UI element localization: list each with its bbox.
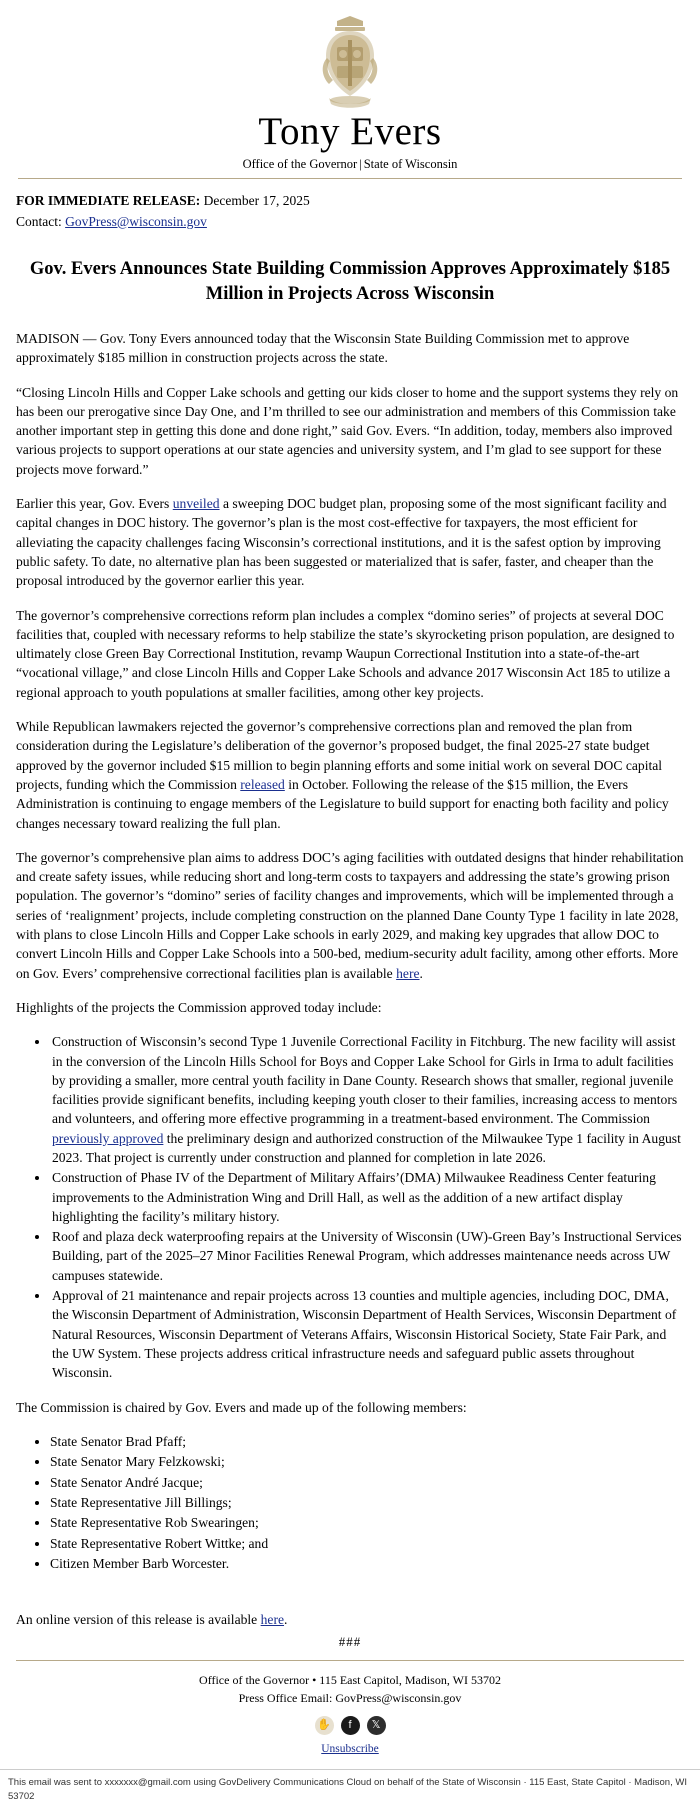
paragraph-quote: “Closing Lincoln Hills and Copper Lake schools and getting our kids closer to home and the support systems they rely on has been our prerogative since Day One, and I’m thrilled to see our administration and members of this Commission take another important step in getting this done and done right,” said Gov. Evers. “In addition, today, members also improved various projects to support operations at our state agencies and university system, and I’m glad to see support for these projects move forward.” (16, 384, 679, 477)
paragraph-legislature-b: in October. Following the release of the $15 million, the Evers Administration is continuing to engage members of the Legislature to build support for enacting both facility and policy changes necessary toward realizing the full plan. (16, 776, 669, 831)
highlights-list (16, 1032, 684, 1382)
release-meta (16, 191, 684, 231)
highlight-3-a: Approval of 21 maintenance and repair projects across 13 counties and multiple agencies, including DOC, DMA, the Wisconsin Department of Administration, Wisconsin Department of Health Services, Wisconsin Department of Natural Resources, Wisconsin Department of Veterans Affairs, Wisconsin Historical Society, State Fair Park, and the UW System. These projects address critical infrastructure needs and safeguard public assets throughout Wisconsin. (52, 1288, 677, 1381)
online-version-line (16, 1612, 684, 1628)
footer (16, 1661, 684, 1759)
release-date-line (16, 191, 684, 211)
masthead (0, 0, 700, 179)
list-item: • State Senator Mary Felzkowski; (50, 1452, 684, 1472)
paragraph-lead-text: Gov. Tony Evers announced today that the Wisconsin State Building Commission met to approve approximately $185 million in construction projects across the state. (16, 331, 630, 366)
list-item (50, 1227, 684, 1285)
highlight-2-a: Roof and plaza deck waterproofing repairs at the University of Wisconsin (UW)-Green Bay’s Instructional Services Building, part of the 2025–27 Minor Facilities Renewal Program, which addresses maintenance needs across UW campuses statewide. (52, 1229, 682, 1283)
online-version-a: An online version of this release is available (16, 1611, 261, 1627)
spacer (16, 1590, 684, 1612)
paragraph-comprehensive-plan-a: The governor’s comprehensive plan aims to address DOC’s aging facilities with outdated designs that hinder rehabilitation and create safety issues, while reducing short and long-term costs to taxpayers and addressing the state’s growing prison population. The governor’s “domino” series of facility changes and improvements, which will be implemented through a series of ‘realignment’ projects, include completing construction on the planned Dane County Type 1 facility in late 2028, with plans to close Lincoln Hills and Copper Lake schools in early 2029, and making key upgrades that allow DOC to convert Lincoln Hills and Copper Lake Schools into a 500-bed, medium-security adult facility, among other efforts. More on Gov. Evers’ comprehensive correctional facilities plan is available (16, 849, 684, 981)
governor-name: Tony Evers (258, 110, 442, 153)
paragraph-lead (16, 329, 684, 368)
footer-address: Office of the Governor • 115 East Capitol, Madison, WI 53702 (199, 1672, 501, 1687)
previously-approved-link[interactable]: previously approved (52, 1130, 164, 1146)
unveiled-link[interactable]: unveiled (172, 496, 220, 512)
list-item: • State Senator André Jacque; (50, 1473, 684, 1493)
list-item: • Citizen Member Barb Worcester. (50, 1554, 684, 1574)
paragraph-doc-budget-b: a sweeping DOC budget plan, proposing some of the most significant facility and capital changes in DOC history. The governor’s plan is the most cost-effective for taxpayers, the most efficient for alleviating the capacity challenges facing Wisconsin’s correctional institutions, and it is the safest option by improving public safety. To date, no alternative plan has been suggested or materialized that is safer, faster, and cheaper than the proposal introduced by the governor earlier this year. (16, 496, 667, 589)
social-links (16, 1716, 684, 1735)
paragraph-domino-series: The governor’s comprehensive corrections reform plan includes a complex “domino series” of projects at several DOC facilities that, coupled with necessary reforms to help stabilize the state’s skyrocketing prison population, are designed to ultimately close Green Bay Correctional Institution, revamp Waupun Correctional Institution into a state-of-the-art “vocational village,” and close Lincoln Hills and Copper Lake Schools and advance 2017 Wisconsin Act 185 to utilize a regional approach to youth populations at smaller facilities, among other key projects. (16, 607, 675, 700)
released-link[interactable]: released (240, 776, 285, 792)
end-marker: ### (338, 1633, 362, 1649)
list-item: • State Senator Brad Pfaff; (50, 1432, 684, 1452)
paragraph-doc-budget-a: Earlier this year, Gov. Evers (16, 496, 173, 512)
here-link-plan[interactable]: here (396, 965, 420, 981)
paragraph-comprehensive-plan-b: . (419, 965, 423, 981)
highlight-1-a: Construction of Phase IV of the Department of Military Affairs’(DMA) Milwaukee Readiness Center featuring improvements to the Administration Wing and Drill Hall, as well as the addition of a new artifact display highlighting the facility’s military history. (52, 1170, 656, 1224)
page-title: Gov. Evers Announces State Building Commission Approves Approximately $185 Million in Projects Across Wisconsin (29, 259, 671, 305)
contact-label: Contact: (16, 213, 62, 229)
email-disclaimer: This email was sent to xxxxxxx@gmail.com using GovDelivery Communications Cloud on behalf of the State of Wisconsin · 115 East, State Capitol · Madison, WI 53702 (8, 1776, 687, 1802)
contact-email-link[interactable]: GovPress@wisconsin.gov (65, 213, 207, 229)
office-of-the-governor-label: Office of the Governor (242, 156, 358, 171)
state-of-wisconsin-label: State of Wisconsin (363, 156, 458, 171)
masthead-divider (18, 178, 682, 179)
list-item (50, 1286, 684, 1382)
list-item: • State Representative Rob Swearingen; (50, 1513, 684, 1533)
highlights-intro: Highlights of the projects the Commission approved today include: (16, 999, 382, 1015)
unsubscribe-link[interactable]: Unsubscribe (321, 1742, 379, 1755)
commission-intro: The Commission is chaired by Gov. Evers and made up of the following members: (16, 1399, 467, 1415)
commission-members-list (16, 1432, 684, 1575)
facebook-icon[interactable]: f (341, 1716, 360, 1735)
hand-icon[interactable]: ✋ (315, 1716, 334, 1735)
wisconsin-state-seal-icon (313, 14, 387, 110)
list-item: • State Representative Robert Wittke; and (50, 1534, 684, 1554)
divider-bar: | (359, 156, 362, 171)
list-item (50, 1032, 684, 1167)
dateline: MADISON — (16, 331, 100, 346)
release-content (0, 191, 700, 1759)
paragraph-legislature (16, 717, 684, 833)
immediate-release-label: FOR IMMEDIATE RELEASE: (16, 192, 201, 208)
paragraph-comprehensive-plan (16, 848, 684, 983)
unsubscribe-line (16, 1741, 684, 1759)
highlight-0-a: Construction of Wisconsin’s second Type 1 Juvenile Correctional Facility in Fitchburg. The new facility will assist in the conversion of the Lincoln Hills School for Boys and Copper Lake School for Girls in Irma to adult facilities by providing a smaller, more central youth facility in Dane County. Research shows that smaller, regional juvenile facilities provide significant benefits, including keeping youth closer to their families, increasing access to mentors and volunteers, and offering more effective programming in a treatment-based environment. The Commission (52, 1034, 678, 1127)
online-version-b: . (284, 1611, 288, 1627)
footer-press-email: Press Office Email: GovPress@wisconsin.gov (238, 1691, 462, 1706)
paragraph-doc-budget (16, 494, 684, 590)
here-link-online[interactable]: here (260, 1611, 285, 1627)
release-date: December 17, 2025 (203, 192, 310, 208)
list-item (50, 1168, 684, 1226)
contact-line (16, 212, 684, 232)
office-subtitle (0, 157, 700, 172)
twitter-icon[interactable]: 𝕏 (367, 1716, 386, 1735)
list-item: • State Representative Jill Billings; (50, 1493, 684, 1513)
paragraph-legislature-a: While Republican lawmakers rejected the governor’s comprehensive corrections plan and removed the plan from consideration during the Legislature’s deliberation of the governor’s proposed budget, the final 2025-27 state budget approved by the governor included $15 million to begin planning efforts and some initial work on several DOC capital projects, funding which the Commission (16, 719, 663, 792)
highlight-0-b: the preliminary design and authorized construction of the Milwaukee Type 1 facility in August 2023. That project is currently under construction and planned for completion in late 2026. (52, 1130, 681, 1165)
